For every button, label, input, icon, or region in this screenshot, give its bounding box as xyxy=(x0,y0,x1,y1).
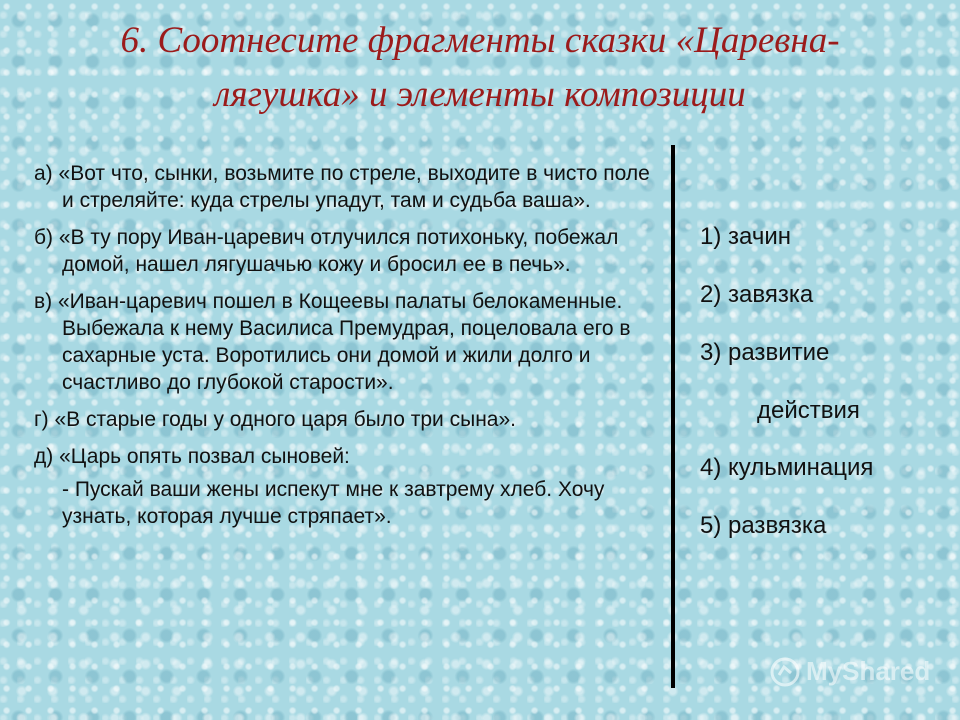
page-title xyxy=(20,14,940,122)
fragment-a xyxy=(34,160,654,214)
vertical-divider xyxy=(671,145,675,688)
element-climax: 4) кульминация xyxy=(700,454,874,481)
watermark-text: MyShared xyxy=(806,656,931,686)
fragment-text: «В ту пору Иван-царевич отлучился потихоньку, побежал домой, нашел лягушачью кожу и бросил ее в печь». xyxy=(58,226,619,276)
fragment-d-continuation: - Пускай ваши жены испекут мне к завтрему хлеб. Хочу узнать, которая лучше стряпает». xyxy=(62,478,605,528)
title-line-2: лягушка» и элементы композиции xyxy=(214,74,746,115)
fragment-d xyxy=(34,443,654,470)
fragment-text: «В старые годы у одного царя было три сына». xyxy=(54,408,516,431)
fragment-text: «Вот что, сынки, возьмите по стреле, выходите в чисто поле и стреляйте: куда стрелы упадут, там и судьба ваша». xyxy=(58,162,650,212)
fragment-b xyxy=(34,224,654,278)
title-line-1: 6. Соотнесите фрагменты сказки «Царевна- xyxy=(120,20,840,61)
fragment-label: а) xyxy=(34,162,59,185)
element-resolution: 5) развязка xyxy=(700,512,827,539)
watermark-logo-icon xyxy=(770,657,800,687)
fragment-label: в) xyxy=(34,290,58,313)
element-development: 3) развитие xyxy=(700,339,830,366)
watermark xyxy=(770,656,930,687)
fragment-text: «Иван-царевич пошел в Кощеевы палаты белокаменные. Выбежала к нему Василиса Премудрая, поцеловала его в сахарные уста. Воротились они домой и жили долго и счастливо до глубокой старости». xyxy=(57,290,631,394)
element-development-cont: действия xyxy=(757,397,860,424)
element-opening: 1) зачин xyxy=(700,223,791,250)
fragment-g xyxy=(34,406,654,433)
fragments-list xyxy=(34,160,654,536)
fragment-label: г) xyxy=(34,408,55,431)
fragment-label: б) xyxy=(34,226,59,249)
fragment-v xyxy=(34,288,654,396)
fragment-text: «Царь опять позвал сыновей: xyxy=(59,445,350,468)
fragment-label: д) xyxy=(34,445,60,468)
composition-elements-list xyxy=(700,222,950,540)
element-setup: 2) завязка xyxy=(700,281,814,308)
